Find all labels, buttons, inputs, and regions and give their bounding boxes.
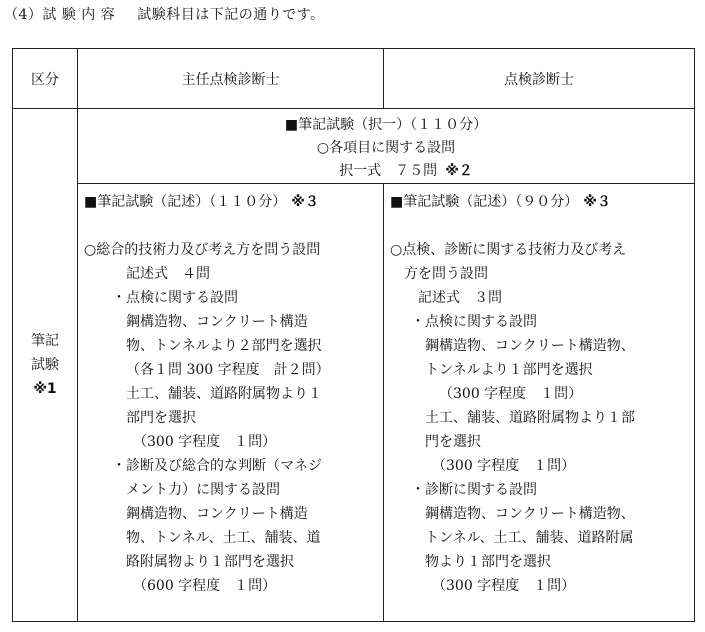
senior-line: ・診断及び総合的な判断（マネジ	[112, 458, 322, 474]
inspector-line: ■筆記試験（記述）（９０分） ※３	[390, 194, 611, 210]
inspector-line	[390, 214, 690, 238]
senior-line: メント力）に関する設問	[126, 482, 280, 498]
senior-line: 路附属物より１部門を選択	[126, 554, 294, 570]
senior-line: 部門を選択	[126, 410, 196, 426]
senior-line: ■筆記試験（記述）（１１０分） ※３	[84, 194, 319, 210]
section-number: （4）試 験 内 容	[4, 7, 116, 23]
inspector-line: （300 字程度 １問）	[432, 578, 576, 594]
senior-line: 鋼構造物、コンクリート構造	[126, 506, 308, 522]
shared-multiple-choice	[78, 109, 694, 183]
senior-line: ・点検に関する設問	[112, 290, 238, 306]
inspector-line: ・診断に関する設問	[411, 482, 537, 498]
senior-note: ※３	[291, 194, 319, 210]
inspector-line: 門を選択	[425, 434, 481, 450]
inspector-line: 物より１部門を選択	[425, 554, 551, 570]
inspector-line: （300 字程度 １問）	[432, 458, 576, 474]
section-intro: 試験科目は下記の通りです。	[137, 7, 325, 23]
inspector-line: （300 字程度 １問）	[439, 386, 583, 402]
header-senior-inspector: 主任点検診断士	[181, 71, 280, 88]
inspector-written	[384, 184, 694, 621]
inspector-line: 土工、舗装、道路附属物より１部	[425, 410, 635, 426]
exam-table	[12, 48, 695, 622]
header-category: 区分	[31, 71, 59, 88]
shared-line-3-note: ※２	[445, 163, 473, 179]
inspector-line: トンネル、土工、舗装、道路附属	[425, 530, 634, 546]
shared-line-2: ○各項目に関する設問	[316, 140, 456, 156]
row-label-note: ※1	[33, 381, 57, 397]
senior-line: 記述式 ４問	[126, 266, 210, 282]
inspector-line: ○点検、診断に関する技術力及び考え	[390, 242, 627, 258]
senior-inspector-written	[78, 184, 383, 621]
shared-line-1: ■筆記試験（択一）（１１０分）	[284, 117, 488, 133]
inspector-line: ・点検に関する設問	[411, 314, 537, 330]
header-inspector: 点検診断士	[504, 71, 574, 88]
inspector-note: ※３	[583, 194, 611, 210]
senior-line: （各１問 300 字程度 計２問）	[126, 362, 330, 378]
row-label-line1: 筆記	[31, 333, 59, 349]
inspector-line: 方を問う設問	[404, 266, 488, 282]
senior-line: 鋼構造物、コンクリート構造	[126, 314, 308, 330]
shared-line-3: 択一式 ７５問 ※２	[339, 163, 473, 179]
inspector-line: 鋼構造物、コンクリート構造物、	[425, 506, 635, 522]
senior-line	[84, 214, 379, 238]
inspector-line: 鋼構造物、コンクリート構造物、	[425, 338, 635, 354]
senior-line: 物、トンネルより２部門を選択	[126, 338, 322, 354]
senior-line: （300 字程度 １問）	[133, 434, 277, 450]
senior-line: 土工、舗装、道路附属物より１	[126, 386, 322, 402]
senior-line: （600 字程度 １問）	[133, 578, 277, 594]
row-label-line2: 試験	[31, 357, 59, 373]
senior-line: ○総合的技術力及び考え方を問う設問	[84, 242, 321, 258]
row-label-written-exam	[13, 109, 77, 621]
section-heading	[4, 4, 325, 24]
inspector-line: 記述式 ３問	[418, 290, 502, 306]
inspector-line: トンネルより１部門を選択	[425, 362, 593, 378]
senior-line: 物、トンネル、土工、舗装、道	[126, 530, 321, 546]
